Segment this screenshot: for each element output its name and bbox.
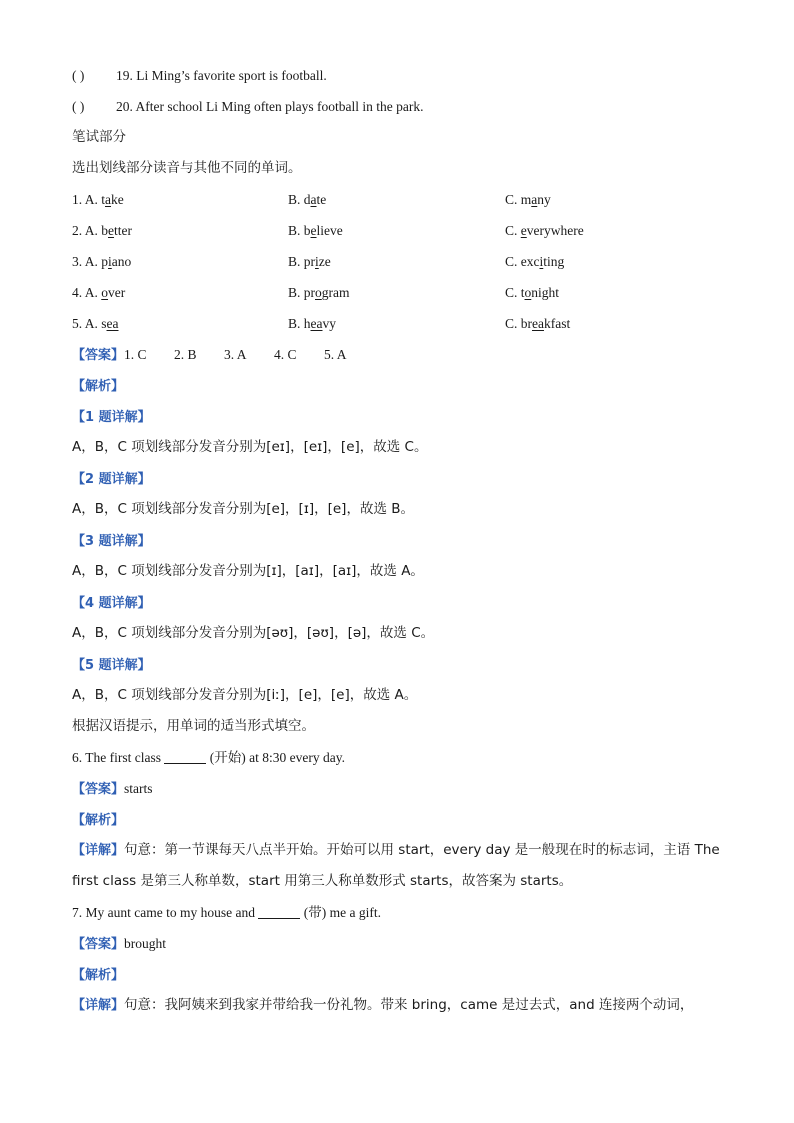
answer-paren: ( ) [72,68,85,83]
option-row [72,308,732,339]
underlined-letters: i [539,254,544,269]
option-text-pre: C. t [505,285,525,300]
underlined-letters: ea [532,316,544,331]
option-text-post: ny [537,192,551,207]
detail-head-tag: 【3 题详解】 [72,534,151,549]
option-text-pre: C. br [505,316,532,331]
section-title: 笔试部分 [72,129,126,145]
analysis-line [72,959,732,990]
underlined-letters: o [101,285,109,300]
option-a [72,246,288,277]
answer-tag: 【答案】 [72,937,125,952]
detail-tag: 【详解】 [72,998,125,1013]
instruction: 根据汉语提示，用单词的适当形式填空。 [72,718,315,734]
underlined-letters: a [105,192,112,207]
question-hint: (开始) at 8:30 every day. [206,750,345,765]
option-text-pre: 1. A. t [72,192,106,207]
option-text-pre: 4. A. [72,285,102,300]
option-text-pre: C. exc [505,254,540,269]
question-text: 19. Li Ming’s favorite sport is football. [116,68,327,83]
option-row [72,246,732,277]
question-19 [72,60,732,91]
answer-blank [258,904,300,919]
option-text-pre: B. b [288,223,311,238]
underlined-letters: i [108,254,112,269]
detail-body: A，B，C 项划线部分发音分别为[eɪ]，[eɪ]，[e]，故选 C。 [72,439,428,455]
analysis-tag: 【解析】 [72,968,125,983]
option-text-post: night [531,285,560,300]
detail-body: A，B，C 项划线部分发音分别为[iː]，[e]，[e]，故选 A。 [72,687,418,703]
option-text-post: ze [318,254,331,269]
question-text: 20. After school Li Ming often plays football in the park. [116,99,424,114]
option-row [72,184,732,215]
option-b [288,246,505,277]
question-20 [72,91,732,122]
underlined-letters: o [524,285,532,300]
detail-text: 句意：我阿姨来到我家并带给我一份礼物。带来 bring，came 是过去式，and 连接两个动词， [124,997,694,1013]
detail-heading [72,587,732,618]
option-c [505,277,725,308]
detail-text: 句意：第一节课每天八点半开始。开始可以用 start，every day 是一般现在时的标志词，主语 The first class 是第三人称单数，start 用第三人称单数形式 starts，故答案为 starts。 [72,842,720,889]
option-text-post: tter [114,223,133,238]
detail-tag: 【详解】 [72,843,125,858]
underlined-letters: ea [310,316,323,331]
answer-item: 2. B [174,347,197,362]
option-a [72,277,288,308]
detail-heading [72,649,732,680]
detail-heading [72,401,732,432]
option-text-post: ting [543,254,565,269]
detail-head-tag: 【2 题详解】 [72,472,151,487]
option-a [72,184,288,215]
answer-item: 4. C [274,347,297,362]
answer-tag: 【答案】 [72,782,125,797]
answer-line [72,773,732,804]
detail-body: A，B，C 项划线部分发音分别为[əʊ]，[əʊ]，[ə]，故选 C。 [72,625,435,641]
underlined-letters: o [315,285,322,300]
option-text-post: kfast [543,316,571,331]
option-text-post: gram [321,285,350,300]
question-text: 7. My aunt came to my house and [72,905,259,920]
answer-value: starts [124,781,153,796]
answer-item: 1. C [124,347,147,362]
option-text-pre: C. [505,223,521,238]
detail-paragraph [72,990,732,1021]
option-a [72,215,288,246]
option-b [288,184,505,215]
option-text-post: ano [111,254,132,269]
option-b [288,215,505,246]
option-c [505,184,725,215]
option-text-pre: C. m [505,192,532,207]
option-b [288,308,505,339]
option-text-pre: B. h [288,316,311,331]
question-hint: (带) me a gift. [300,905,381,920]
underlined-letters: a [531,192,538,207]
option-text-pre: B. pr [288,254,315,269]
option-text-pre: B. d [288,192,311,207]
answer-line [72,339,732,370]
underlined-letters: e [108,223,115,238]
answer-paren: ( ) [72,99,85,114]
detail-head-tag: 【5 题详解】 [72,658,151,673]
underlined-letters: i [315,254,319,269]
detail-heading [72,525,732,556]
details-list [72,401,732,711]
option-text-post: te [316,192,327,207]
answer-item: 5. A [324,347,347,362]
analysis-tag: 【解析】 [72,813,125,828]
answer-blank [164,749,206,764]
option-text-post: vy [322,316,336,331]
option-text-pre: 3. A. p [72,254,109,269]
question-6 [72,742,732,773]
underlined-letters: a [310,192,317,207]
option-row [72,277,732,308]
option-text-pre: 2. A. b [72,223,109,238]
document-page [72,60,732,1021]
option-c [505,246,725,277]
option-b [288,277,505,308]
answer-line [72,928,732,959]
detail-head-tag: 【4 题详解】 [72,596,151,611]
option-row [72,215,732,246]
option-text-pre: B. pr [288,285,315,300]
option-text-post: ke [111,192,124,207]
question-7 [72,897,732,928]
detail-body: A，B，C 项划线部分发音分别为[ɪ]，[aɪ]，[aɪ]，故选 A。 [72,563,424,579]
option-c [505,215,725,246]
instruction: 选出划线部分读音与其他不同的单词。 [72,160,302,176]
analysis-line [72,804,732,835]
option-c [505,308,725,339]
underlined-letters: e [310,223,317,238]
answers [124,347,374,362]
option-text-post: verywhere [526,223,584,238]
analysis-line [72,370,732,401]
option-text-post: ver [108,285,126,300]
answer-value: brought [124,936,167,951]
detail-paragraph [72,835,732,897]
answer-item: 3. A [224,347,247,362]
option-text-post: lieve [316,223,343,238]
option-a [72,308,288,339]
underlined-letters: ea [106,316,119,331]
answer-tag: 【答案】 [72,348,125,363]
detail-heading [72,463,732,494]
options-list [72,184,732,339]
option-text-pre: 5. A. s [72,316,107,331]
analysis-tag: 【解析】 [72,379,125,394]
detail-head-tag: 【1 题详解】 [72,410,151,425]
question-text: 6. The first class [72,750,165,765]
underlined-letters: e [520,223,527,238]
detail-body: A，B，C 项划线部分发音分别为[e]，[ɪ]，[e]，故选 B。 [72,501,414,517]
